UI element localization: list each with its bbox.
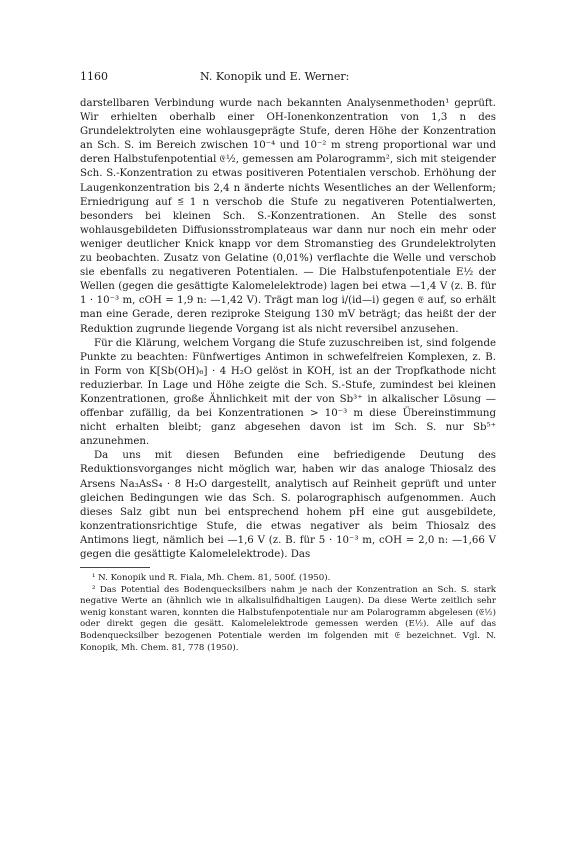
paragraph-2: Für die Klärung, welchem Vorgang die Stufe zuzuschreiben ist, sind folgende Punkte zu beachten: Fünfwertiges Antimon in schwefelfreien Komplexen, z. B. in Form von K[Sb(OH)₆] · 4 H₂O gelöst in KOH, ist an der Tropfkathode nicht reduzierbar. In Lage und Höhe zeigte die Sch. S.-Stufe, zumindest bei kleinen Konzentrationen, große Ähnlichkeit mit der von Sb³⁺ in alkalischer Lösung — offenbar zufällig, da bei Konzentrationen > 10⁻³ m diese Übereinstimmung nicht erhalten bleibt; ganz abgesehen davon ist im Sch. S. nur Sb⁵⁺ anzunehmen. (80, 337, 496, 448)
paragraph-3: Da uns mit diesen Befunden eine befriedigende Deutung des Reduktionsvorganges nicht möglich war, haben wir das analoge Thiosalz des Arsens Na₃AsS₄ · 8 H₂O dargestellt, analytisch auf Reinheit geprüft und unter gleichen Bedingungen wie das Sch. S. polarographisch aufgenommen. Auch dieses Salz gibt nun bei entsprechend hohem pH eine gut ausgebildete, konzentrationsrichtige Stufe, die etwas negativer als beim Thiosalz des Antimons liegt, nämlich bei —1,6 V (z. B. für 5 · 10⁻³ m, cOH = 2,0 n: —1,66 V gegen die gesättigte Kalomelelektrode). Das (80, 450, 496, 560)
footnote-1: ¹ N. Konopik und R. Fiala, Mh. Chem. 81, 500f. (1950). (92, 573, 331, 584)
footnote-2: ² Das Potential des Bodenquecksilbers nahm je nach der Konzentration an Sch. S. stark negative Werte an (ähnlich wie in alkalisulfidhaltigen Laugen). Da diese Werte zeitlich sehr wenig konstant waren, konnten die Halbstufenpotentiale nur am Polarogramm abgelesen (𝔈½) oder direkt gegen die gesätt. Kalomelelektrode gemessen werden (E½). Alle auf das Bodenquecksilber bezogenen Potentiale werden im folgenden mit 𝔈 bezeichnet. Vgl. N. Konopik, Mh. Chem. 81, 778 (1950). (80, 584, 496, 653)
page-header (80, 70, 496, 83)
running-title: N. Konopik und E. Werner: (200, 70, 350, 83)
page-number: 1160 (80, 70, 108, 83)
footnotes (80, 567, 496, 654)
paragraph-1: darstellbaren Verbindung wurde nach bekannten Analysenmethoden¹ geprüft. Wir erhielten oberhalb einer OH-Ionenkonzentration von 1,3 n des Grundelektrolyten eine wohlausgeprägte Stufe, deren Höhe der Konzentration an Sch. S. im Bereich zwischen 10⁻⁴ und 10⁻² m streng proportional war und deren Halbstufenpotential 𝔈½, gemessen am Polarogramm², sich mit steigender Sch. S.-Konzentration zu etwas positiveren Potentialen verschob. Erhöhung der Laugenkonzentration bis 2,4 n änderte nichts Wesentliches an der Wellenform; Erniedrigung auf ≦ 1 n verschob die Stufe zu negativeren Potentialwerten, besonders bei kleinen Sch. S.-Konzentrationen. An Stelle des sonst wohlausgebildeten Diffusionsstromplateaus war dann nur noch ein mehr oder weniger deutlicher Knick knapp vor dem Stromanstieg des Grundelektrolyten zu beobachten. Zusatz von Gelatine (0,01%) verflachte die Welle und verschob sie ebenfalls zu negativeren Potentialen. — Die Halbstufenpotentiale E½ der Wellen (gegen die gesättigte Kalomelelektrode) lagen bei etwa —1,4 V (z. B. für 1 · 10⁻³ m, cOH = 1,9 n: —1,42 V). Trägt man log i/(id—i) gegen 𝔈 auf, so erhält man eine Gerade, deren reziproke Steigung 130 mV beträgt; das heißt der der Reduktion zugrunde liegende Vorgang ist als nicht reversibel anzusehen. (80, 98, 496, 335)
footnote-rule (80, 567, 150, 568)
body-text (80, 97, 496, 562)
